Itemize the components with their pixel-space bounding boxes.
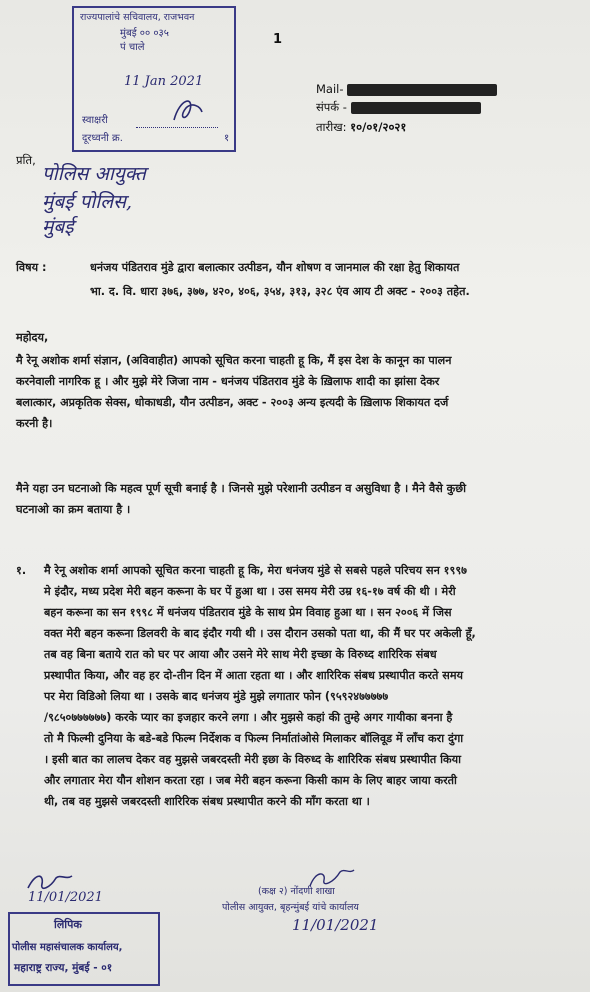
item1-line: /९८५०७७७७७७) करके प्यार का इजहार करने लगा । और मुझसे कहां की तुम्हे अगर गायीका बनना है — [44, 711, 453, 724]
recipient-line2: मुंबई पोलिस, — [42, 191, 132, 213]
stamp-dotted-line — [136, 127, 218, 128]
item1-line: बहन करूना का सन १९९८ में धनंजय पंडितराव मुंडे के साथ प्रेम विवाह हुआ था । सन २००६ में जिस — [44, 606, 452, 619]
bottom-right-signature — [306, 866, 356, 890]
item1-line: तब वह बिना बताये रात को घर पर आया और उसने मेरे साथ मेरी इच्छा के विरुध्द शारिरिक संबध — [44, 648, 437, 661]
item1-line: थी, तब वह मुझसे जबरदस्ती शारिरिक संबध प्रस्थापीत करने की माँग करता था । — [44, 795, 370, 808]
brs-line1: (कक्ष २) नोंदणी शाखा — [258, 886, 335, 897]
item1-line: प्रस्थापीत किया, और वह हर दो-तीन दिन में आता रहता था । और शारिरिक संबध प्रस्थापीत करते समय — [44, 669, 464, 682]
bls-line1: लिपिक — [54, 918, 82, 931]
stamp-city-code: मुंबई ०० ०३५ — [120, 28, 169, 39]
list-intro-line: मैने यहा उन घटनाओ कि महत्व पूर्ण सूची बनाई है । जिनसे मुझे परेशानी उत्पीडन व असुविधा है । मैने वैसे कुछी — [16, 482, 466, 495]
brs-line2: पोलीस आयुक्त, बृहन्मुंबई यांचे कार्यालय — [222, 902, 359, 913]
stamp-line3: पं चाले — [120, 42, 145, 53]
contact-row — [316, 100, 481, 115]
bottom-left-date: 11/01/2021 — [28, 890, 103, 905]
item1-line: मै रेनू अशोक शर्मा आपको सूचित करना चाहती हू कि, मेरा धनंजय मुंडे से सबसे पहले परिचय सन १९९७ — [44, 564, 467, 577]
brs-date: 11/01/2021 — [292, 916, 379, 934]
mail-row — [316, 82, 497, 96]
intro-paragraph — [16, 350, 451, 434]
bottom-left-stamp — [8, 912, 160, 986]
contact-label: संपर्क - — [316, 100, 347, 114]
recipient-line3: मुंबई — [42, 216, 74, 238]
receipt-stamp — [72, 6, 236, 152]
date-row — [316, 120, 406, 135]
bls-line2: पोलीस महासंचालक कार्यालय, — [12, 942, 123, 953]
page-number: 1 — [273, 32, 283, 47]
recipient-line1: पोलिस आयुक्त — [42, 163, 146, 185]
intro-line: करनेवाली नागरिक हू । और मुझे मेरे जिजा नाम - धनंजय पंडितराव मुंडे के ख़िलाफ शादी का झांसा देकर — [16, 375, 440, 388]
mail-label: Mail- — [316, 82, 344, 96]
salutation: महोदय, — [16, 331, 49, 344]
intro-line: मै रेनू अशोक शर्मा संज्ञान, (अविवाहीत) आपको सूचित करना चाहती हू कि, मैं इस देश के कानून का पालन — [16, 354, 452, 367]
mail-redaction — [347, 84, 497, 96]
item1-line: तो मै फिल्मी दुनिया के बडे-बडे फिल्म निर्देशक व फिल्म निर्मातांओसे मिलाकर बॉलिवूड में लॉंच करा दुंगा — [44, 732, 464, 745]
intro-line: करनी है। — [16, 417, 53, 430]
stamp-signature — [168, 92, 208, 128]
item1-line: और लगातार मेरा यौन शोशन करता रहा । जब मेरी बहन करूना किसी काम के लिए बाहर जाया करती — [44, 774, 457, 787]
contact-redaction — [351, 102, 481, 114]
item1-number: १. — [16, 564, 27, 577]
bls-line3: महाराष्ट्र राज्य, मुंबई - ०१ — [14, 962, 113, 974]
list-intro-line: घटनाओ का क्रम बताया है । — [16, 503, 131, 516]
subject-label: विषय : — [16, 261, 47, 274]
stamp-date: 11 Jan 2021 — [124, 74, 204, 89]
stamp-phone-value: १ — [224, 133, 230, 144]
prati-label: प्रति, — [16, 153, 36, 167]
date-label: तारीख: — [316, 120, 347, 134]
subject-line1: धनंजय पंडितराव मुंडे द्वारा बलात्कार उत्पीडन, यौन शोषण व जानमाल की रक्षा हेतु शिकायत — [90, 261, 460, 274]
stamp-phone-label: दूरध्वनी क्र. — [82, 133, 123, 144]
date-value: १०/०१/२०२१ — [350, 120, 407, 134]
item1-paragraph — [44, 560, 476, 812]
item1-line: मे इंदौर, मध्य प्रदेश मेरी बहन करूना के घर पें हुआ था । उस समय मेरी उम्र १६-१७ वर्ष की थी । मेरी — [44, 585, 456, 598]
item1-line: वक्त मेरी बहन करूना डिलवरी के बाद इंदौर गयी थी । उस दौरान उसको पता था, की मैं घर पर अकेली हूँ, — [44, 627, 476, 640]
list-intro-paragraph — [16, 478, 466, 520]
stamp-clerk-label: स्वाक्षरी — [82, 115, 108, 126]
item1-line: पर मेरा विडिओ लिया था । उसके बाद धनंजय मुंडे मुझे लगातार फोन (९५९२४७७७७७ — [44, 690, 389, 703]
stamp-office-name: राज्यपालांचे सचिवालय, राजभवन — [80, 12, 195, 23]
intro-line: बलात्कार, अप्रकृतिक सेक्स, धोकाधडी, यौन उत्पीडन, अक्ट - २००३ अन्य इत्यदी के ख़िलाफ शिकायत दर्ज — [16, 396, 449, 409]
subject-line2: भा. द. वि. धारा ३७६, ३७७, ४२०, ४०६, ३५४, ३१३, ३२८ एंव आय टी अक्ट - २००३ तहेत. — [90, 285, 470, 298]
item1-line: । इसी बात का लालच देकर वह मुझसे जबरदस्ती मेरी इछा के विरुध्द के शारिरिक संबध प्रस्थापीत किया — [44, 753, 461, 766]
